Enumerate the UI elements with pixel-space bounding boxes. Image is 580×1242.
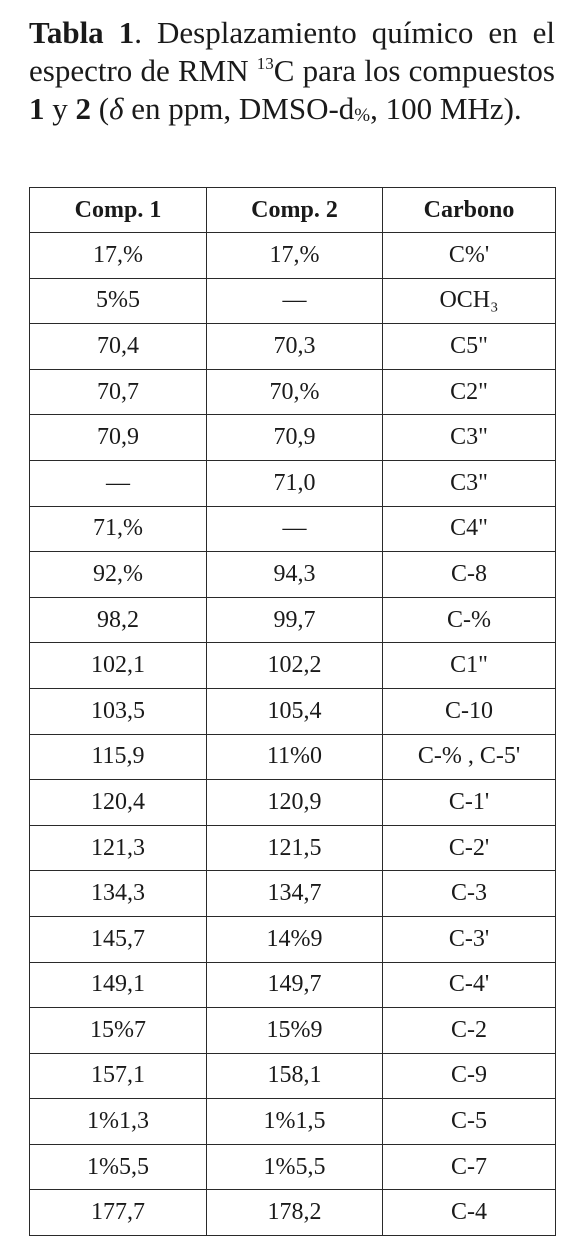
cell-carbono: C-3' xyxy=(383,916,556,962)
cell-comp1: 71,% xyxy=(30,506,207,552)
cell-comp1: 121,3 xyxy=(30,825,207,871)
caption-text: C para los compuestos xyxy=(273,53,555,88)
cell-carbono: C%' xyxy=(383,233,556,279)
cell-comp2: 70,9 xyxy=(207,415,383,461)
cell-comp2: 105,4 xyxy=(207,688,383,734)
table-row xyxy=(30,688,556,734)
caption-label: Tabla 1 xyxy=(29,15,135,50)
cell-carbono: C-8 xyxy=(383,552,556,598)
table-row xyxy=(30,1053,556,1099)
caption-text: . Desplazamiento químico en el espectro de RMN xyxy=(29,15,555,88)
cell-comp1: 70,9 xyxy=(30,415,207,461)
cell-comp1: 1%1,3 xyxy=(30,1099,207,1145)
cell-comp2: 14%9 xyxy=(207,916,383,962)
cell-comp2: 1%5,5 xyxy=(207,1144,383,1190)
table-row xyxy=(30,369,556,415)
cell-comp1: 177,7 xyxy=(30,1190,207,1236)
cell-comp2: — xyxy=(207,278,383,324)
table-row xyxy=(30,278,556,324)
cell-comp1: 157,1 xyxy=(30,1053,207,1099)
cell-comp2: 120,9 xyxy=(207,780,383,826)
cell-comp1: 70,4 xyxy=(30,324,207,370)
table-row xyxy=(30,643,556,689)
cell-carbono: C-4 xyxy=(383,1190,556,1236)
table-row xyxy=(30,552,556,598)
cell-comp1: 145,7 xyxy=(30,916,207,962)
cell-carbono: C5" xyxy=(383,324,556,370)
cell-comp2: 70,3 xyxy=(207,324,383,370)
cell-comp2: 1%1,5 xyxy=(207,1099,383,1145)
column-header-carbono: Carbono xyxy=(383,188,556,233)
table-row xyxy=(30,415,556,461)
cell-comp2: 70,% xyxy=(207,369,383,415)
cell-carbono: C4" xyxy=(383,506,556,552)
cell-comp1: 17,% xyxy=(30,233,207,279)
cell-comp1: 92,% xyxy=(30,552,207,598)
cell-carbono: C1" xyxy=(383,643,556,689)
cell-carbono: C-3 xyxy=(383,871,556,917)
table-row xyxy=(30,825,556,871)
cell-comp1: 103,5 xyxy=(30,688,207,734)
isotope-superscript: 13 xyxy=(256,54,274,73)
table-row xyxy=(30,1190,556,1236)
table-row xyxy=(30,780,556,826)
cell-comp2: 149,7 xyxy=(207,962,383,1008)
table-row xyxy=(30,1099,556,1145)
cell-carbono: C-% xyxy=(383,597,556,643)
cell-comp2: 15%9 xyxy=(207,1008,383,1054)
table-row xyxy=(30,233,556,279)
compound-2-ref: 2 xyxy=(75,91,91,126)
solvent-subscript: % xyxy=(354,105,371,126)
table-row xyxy=(30,460,556,506)
cell-comp2: — xyxy=(207,506,383,552)
delta-symbol: δ xyxy=(109,91,124,126)
cell-carbono: C-4' xyxy=(383,962,556,1008)
caption-text: ( xyxy=(91,91,110,126)
cell-comp1: 1%5,5 xyxy=(30,1144,207,1190)
cell-carbono: C3" xyxy=(383,415,556,461)
caption-text: , 100 MHz). xyxy=(370,91,522,126)
cell-comp2: 99,7 xyxy=(207,597,383,643)
cell-comp1: 120,4 xyxy=(30,780,207,826)
cell-carbono: C-7 xyxy=(383,1144,556,1190)
table-row xyxy=(30,597,556,643)
cell-comp1: 98,2 xyxy=(30,597,207,643)
cell-comp1: 149,1 xyxy=(30,962,207,1008)
cell-carbono: C-10 xyxy=(383,688,556,734)
cell-comp2: 94,3 xyxy=(207,552,383,598)
table-row xyxy=(30,324,556,370)
table-row xyxy=(30,871,556,917)
cell-carbono: C-5 xyxy=(383,1099,556,1145)
cell-carbono: C-9 xyxy=(383,1053,556,1099)
cell-comp1: 5%5 xyxy=(30,278,207,324)
cell-comp2: 11%0 xyxy=(207,734,383,780)
cell-carbono: C-2 xyxy=(383,1008,556,1054)
cell-comp2: 158,1 xyxy=(207,1053,383,1099)
cell-comp2: 102,2 xyxy=(207,643,383,689)
cell-carbono: OCH₃ xyxy=(383,278,556,324)
table-row xyxy=(30,1144,556,1190)
table-row xyxy=(30,506,556,552)
cell-comp2: 134,7 xyxy=(207,871,383,917)
cell-carbono: C3" xyxy=(383,460,556,506)
cell-comp1: 134,3 xyxy=(30,871,207,917)
cell-comp2: 121,5 xyxy=(207,825,383,871)
table-caption xyxy=(29,14,555,128)
compound-1-ref: 1 xyxy=(29,91,45,126)
cell-carbono: C-% , C-5' xyxy=(383,734,556,780)
caption-text: en ppm, DMSO-d xyxy=(123,91,355,126)
cell-comp1: 115,9 xyxy=(30,734,207,780)
cell-comp2: 178,2 xyxy=(207,1190,383,1236)
cell-comp1: 15%7 xyxy=(30,1008,207,1054)
nmr-shift-table xyxy=(29,187,556,1236)
cell-comp2: 17,% xyxy=(207,233,383,279)
table-row xyxy=(30,1008,556,1054)
cell-carbono: C2" xyxy=(383,369,556,415)
column-header-comp2: Comp. 2 xyxy=(207,188,383,233)
table-row xyxy=(30,962,556,1008)
cell-comp1: 70,7 xyxy=(30,369,207,415)
table-row xyxy=(30,916,556,962)
table-header-row xyxy=(30,188,556,233)
cell-carbono: C-2' xyxy=(383,825,556,871)
column-header-comp1: Comp. 1 xyxy=(30,188,207,233)
table-row xyxy=(30,734,556,780)
cell-comp2: 71,0 xyxy=(207,460,383,506)
cell-comp1: — xyxy=(30,460,207,506)
cell-carbono: C-1' xyxy=(383,780,556,826)
cell-comp1: 102,1 xyxy=(30,643,207,689)
caption-text: y xyxy=(44,91,76,126)
